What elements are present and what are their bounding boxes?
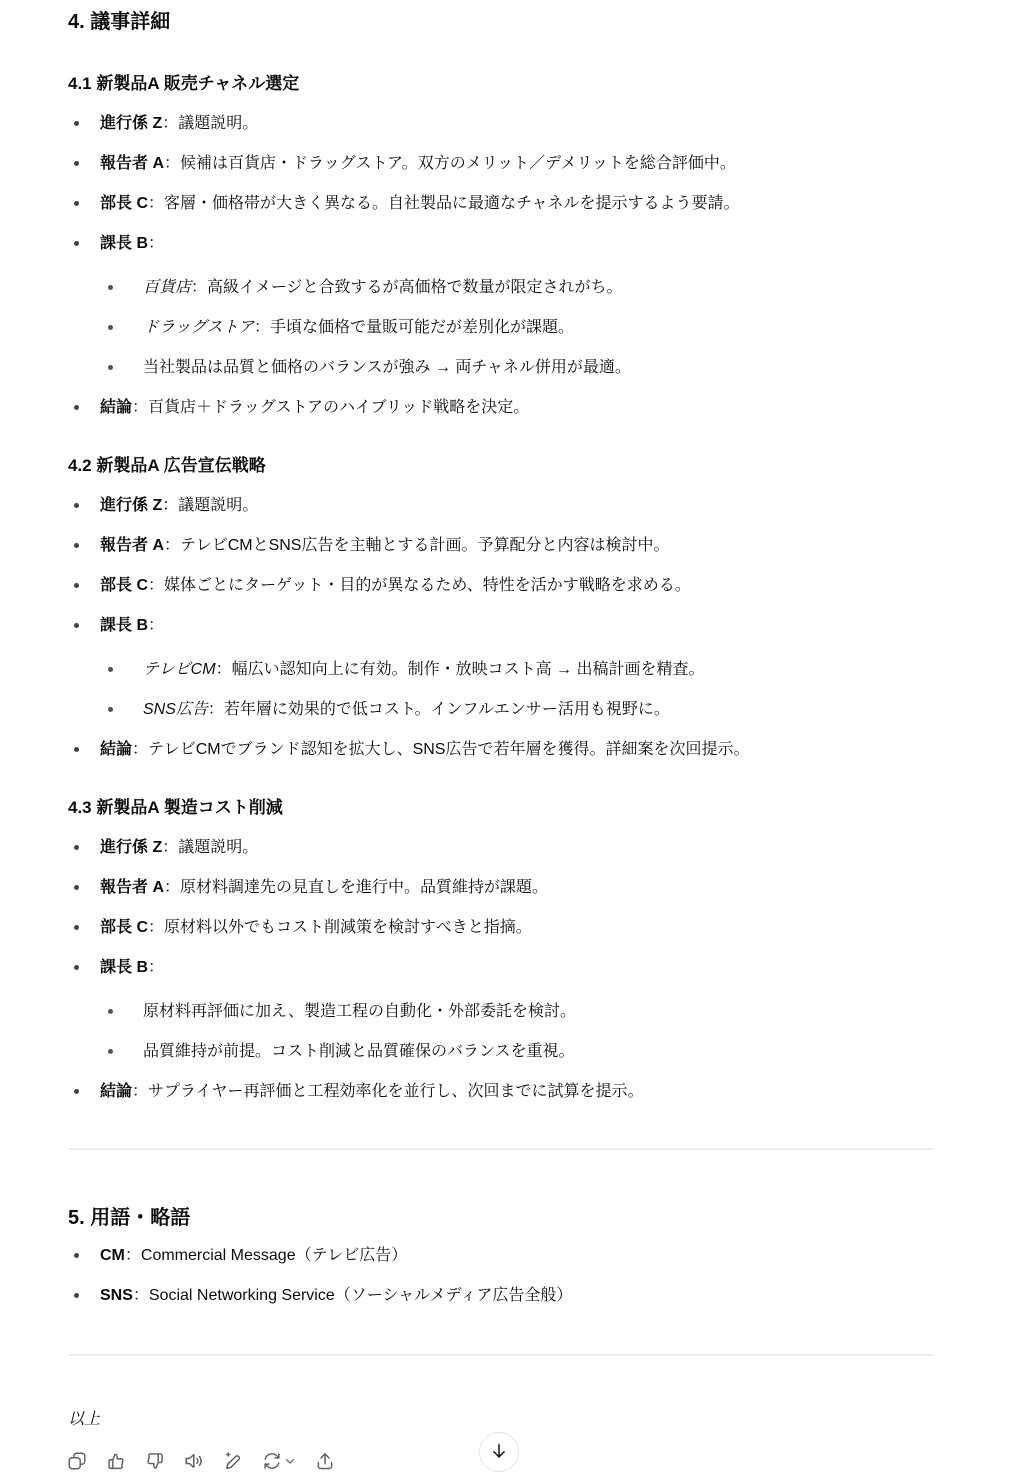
chevron-down-icon [283, 1454, 297, 1468]
term-abbr-label: CM [100, 1247, 125, 1264]
list-item [68, 398, 933, 418]
list-item [100, 318, 933, 338]
statement-text: 原材料再評価に加え、製造工程の自動化・外部委託を検討。 [143, 1003, 576, 1020]
share-upload-icon [314, 1450, 336, 1472]
statement-text: ：候補は百貨店・ドラッグストア。双方のメリット／デメリットを総合評価中。 [164, 155, 736, 172]
list-item [100, 1002, 933, 1022]
list-item [100, 278, 933, 298]
read-aloud-button[interactable] [181, 1448, 207, 1474]
topic-heading-4-2: 4.2 新製品A 広告宣伝戦略 [68, 456, 266, 475]
statement-text: ：若年層に効果的で低コスト。インフルエンサー活用も視野に。 [207, 701, 670, 718]
list-item [68, 234, 933, 378]
sub-bullet-list [100, 1002, 933, 1062]
bullet-list-4-1 [68, 114, 933, 418]
statement-text: ： [148, 617, 165, 634]
list-item [100, 660, 933, 680]
statement-text: ：テレビCMでブランド認知を拡大し、SNS広告で若年層を獲得。詳細案を次回提示。 [132, 741, 750, 758]
thumbs-up-button[interactable] [103, 1448, 129, 1474]
statement-text: 当社製品は品質と価格のバランスが強み → 両チャネル併用が最適。 [143, 359, 631, 376]
statement-text: ：客層・価格帯が大きく異なる。自社製品に最適なチャネルを提示するよう要請。 [148, 195, 740, 212]
list-item [68, 576, 933, 596]
term-label: 百貨店 [143, 279, 192, 296]
list-item [100, 358, 933, 378]
statement-text: ：議題説明。 [162, 497, 259, 514]
statement-text: ：媒体ごとにターゲット・目的が異なるため、特性を活かす戦略を求める。 [148, 577, 691, 594]
arrow-down-icon [488, 1440, 510, 1465]
conclusion-label: 結論 [100, 399, 133, 416]
list-item [100, 1042, 933, 1062]
scroll-to-bottom-button[interactable] [479, 1432, 519, 1472]
divider [68, 1354, 933, 1356]
statement-text: ：サプライヤー再評価と工程効率化を並行し、次回までに試算を提示。 [132, 1083, 644, 1100]
statement-text: ：議題説明。 [162, 839, 259, 856]
conclusion-label: 結論 [100, 1083, 133, 1100]
bullet-list-4-2 [68, 496, 933, 760]
list-item [68, 740, 933, 760]
list-item [68, 878, 933, 898]
term-abbr-label: SNS [100, 1287, 133, 1304]
speaker-label: 課長 B [100, 235, 149, 252]
statement-text: ：原材料以外でもコスト削減策を検討すべきと指摘。 [148, 919, 532, 936]
speaker-label: 報告者 A [100, 879, 165, 896]
sub-bullet-list [100, 660, 933, 720]
regenerate-icon [261, 1450, 283, 1472]
section-heading-detail: 4. 議事詳細 [68, 11, 171, 33]
closing-text: 以上 [68, 1411, 101, 1428]
statement-text: ：手頃な価格で量販可能だが差別化が課題。 [254, 319, 575, 336]
copy-button[interactable] [64, 1448, 90, 1474]
list-item [68, 496, 933, 516]
statement-text: ：原材料調達先の見直しを進行中。品質維持が課題。 [164, 879, 549, 896]
list-item [100, 700, 933, 720]
statement-text: ： [148, 235, 165, 252]
list-item [68, 194, 933, 214]
statement-text: ：百貨店＋ドラッグストアのハイブリッド戦略を決定。 [132, 399, 530, 416]
list-item [68, 616, 933, 720]
copy-icon [66, 1450, 88, 1472]
term-label: SNS広告 [143, 701, 208, 718]
speaker-label: 進行係 Z [100, 115, 163, 132]
term-label: ドラッグストア [143, 319, 255, 336]
list-item [68, 958, 933, 1062]
speaker-label: 課長 B [100, 617, 149, 634]
statement-text: ：テレビCMとSNS広告を主軸とする計画。予算配分と内容は検討中。 [164, 537, 670, 554]
topic-heading-4-1: 4.1 新製品A 販売チャネル選定 [68, 74, 300, 93]
statement-text: ：高級イメージと合致するが高価格で数量が限定されがち。 [191, 279, 623, 296]
speaker-icon [183, 1450, 205, 1472]
speaker-label: 進行係 Z [100, 497, 163, 514]
list-item [68, 536, 933, 556]
statement-text: ：幅広い認知向上に有効。制作・放映コスト高 → 出稿計画を精査。 [215, 661, 705, 678]
edit-pencil-icon [222, 1450, 244, 1472]
divider [68, 1148, 933, 1150]
bullet-list-4-3 [68, 838, 933, 1102]
list-item [68, 1246, 933, 1266]
thumbs-up-icon [105, 1450, 127, 1472]
edit-button[interactable] [220, 1448, 246, 1474]
thumbs-down-icon [144, 1450, 166, 1472]
topic-heading-4-3: 4.3 新製品A 製造コスト削減 [68, 798, 283, 817]
speaker-label: 報告者 A [100, 155, 165, 172]
statement-text: ： [148, 959, 165, 976]
speaker-label: 課長 B [100, 959, 149, 976]
list-item [68, 918, 933, 938]
regenerate-button[interactable] [259, 1448, 299, 1474]
conclusion-label: 結論 [100, 741, 133, 758]
sub-bullet-list [100, 278, 933, 378]
speaker-label: 部長 C [100, 195, 149, 212]
list-item [68, 154, 933, 174]
term-definition: ：Commercial Message（テレビ広告） [124, 1247, 408, 1264]
speaker-label: 部長 C [100, 919, 149, 936]
list-item [68, 114, 933, 134]
statement-text: ：議題説明。 [162, 115, 259, 132]
list-item [68, 1286, 933, 1306]
glossary-list [68, 1246, 933, 1306]
share-button[interactable] [312, 1448, 338, 1474]
term-label: テレビCM [143, 661, 216, 678]
speaker-label: 報告者 A [100, 537, 165, 554]
list-item [68, 1082, 933, 1102]
speaker-label: 進行係 Z [100, 839, 163, 856]
thumbs-down-button[interactable] [142, 1448, 168, 1474]
speaker-label: 部長 C [100, 577, 149, 594]
section-heading-glossary: 5. 用語・略語 [68, 1207, 191, 1229]
statement-text: 品質維持が前提。コスト削減と品質確保のバランスを重視。 [143, 1043, 575, 1060]
term-definition: ：Social Networking Service（ソーシャルメディア広告全般） [132, 1287, 573, 1304]
list-item [68, 838, 933, 858]
